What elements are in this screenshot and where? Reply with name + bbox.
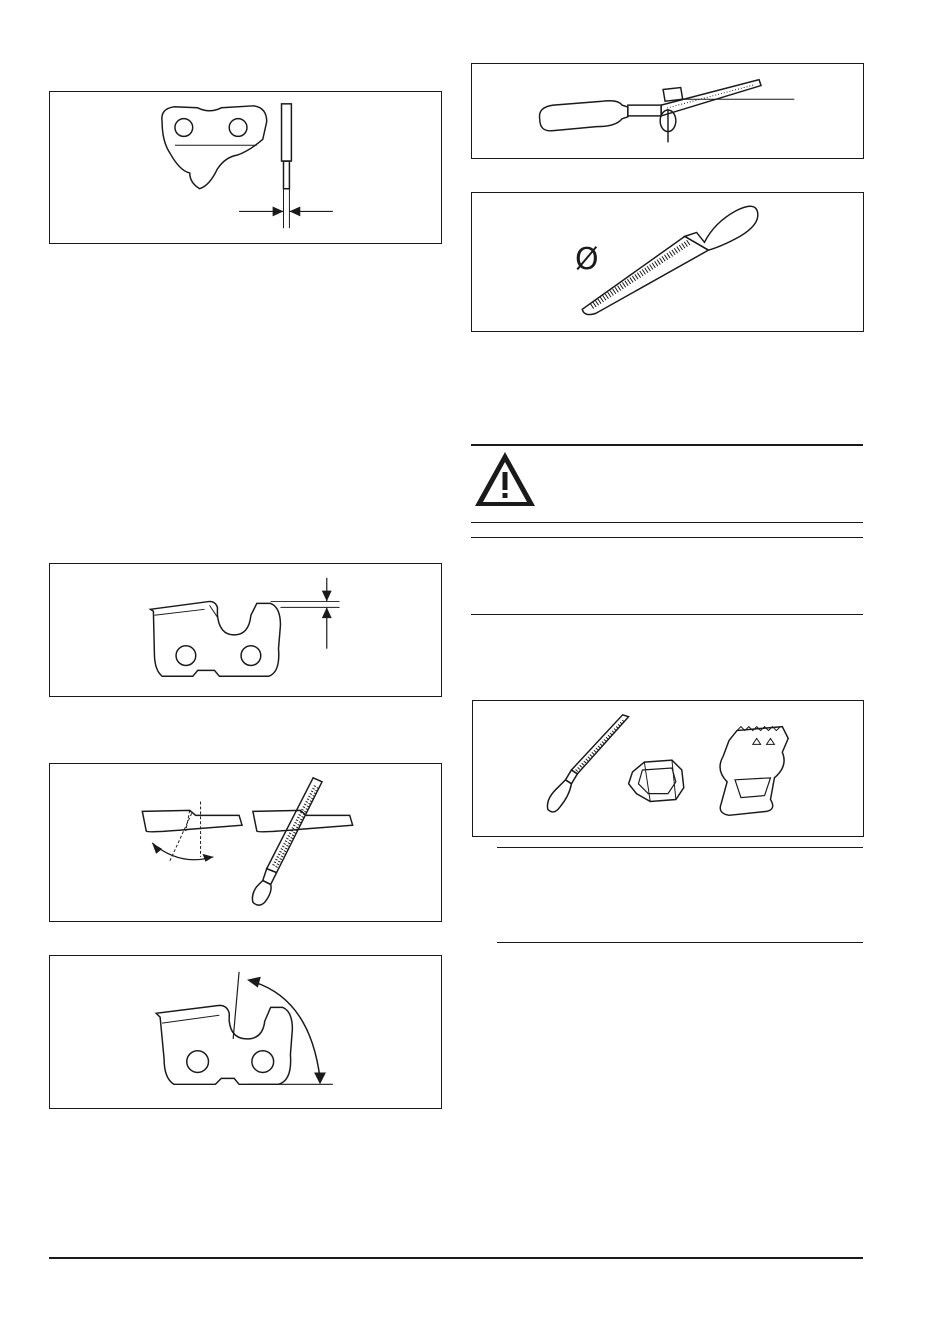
file-holder-illustration — [472, 64, 863, 158]
cutter-depth-illustration — [50, 564, 441, 696]
warning-top-rule — [471, 444, 863, 446]
diameter-symbol: Ø — [575, 242, 599, 277]
figure-sharpening-kit — [472, 700, 864, 837]
figure-top-plate-angle — [49, 955, 442, 1109]
notice-top-rule — [471, 537, 863, 538]
figure-cutter-depth — [49, 563, 442, 697]
drive-link-illustration — [50, 92, 441, 243]
figure-drive-link — [49, 91, 442, 244]
file-diameter-illustration — [472, 193, 863, 331]
figure-file-holder — [471, 63, 864, 159]
warning-icon-wrap — [473, 450, 537, 508]
warning-triangle-icon — [473, 450, 537, 508]
warning-bottom-rule — [471, 522, 863, 523]
figure-file-angle — [49, 763, 442, 922]
kit-note-bottom-rule — [497, 942, 863, 943]
file-angle-illustration — [50, 764, 441, 921]
kit-note-top-rule — [497, 847, 863, 848]
notice-bottom-rule — [471, 614, 863, 615]
top-plate-angle-illustration — [50, 956, 441, 1108]
sharpening-kit-illustration — [473, 701, 863, 836]
figure-file-diameter — [471, 192, 864, 332]
page-footer-rule — [49, 1257, 863, 1259]
